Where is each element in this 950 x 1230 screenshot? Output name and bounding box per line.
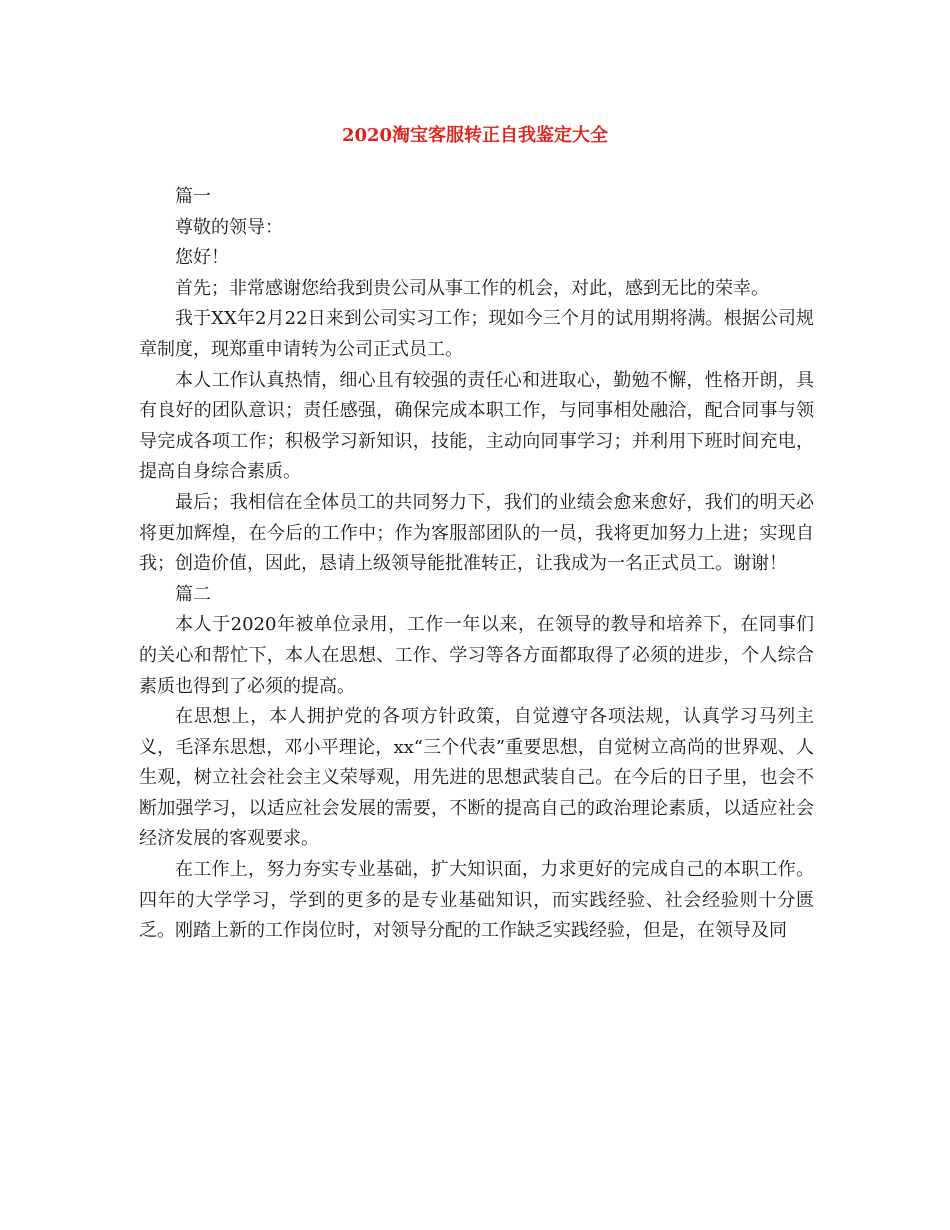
paragraph: 在工作上，努力夯实专业基础，扩大知识面，力求更好的完成自己的本职工作。四年的大学学习，学到的更多的是专业基础知识，而实践经验、社会经验则十分匮乏。刚踏上新的工作岗位时，对领导分配的工作缺乏实践经验，但是，在领导及同 — [139, 859, 814, 942]
paragraph: 最后；我相信在全体员工的共同努力下，我们的业绩会愈来愈好，我们的明天必将更加辉煌，在今后的工作中；作为客服部团队的一员，我将更加努力上进；实现自我；创造价值，因此，恳请上级领导能批准转正，让我成为一名正式员工。谢谢！ — [139, 491, 814, 575]
paragraph: 在思想上，本人拥护党的各项方针政策，自觉遵守各项法规，认真学习马列主义，毛泽东思想，邓小平理论，xx“三个代表”重要思想，自觉树立高尚的世界观、人生观，树立社会社会主义荣辱观，用先进的思想武装自己。在今后的日子里，也会不断加强学习，以适应社会发展的需要，不断的提高自己的政治理论素质，以适应社会经济发展的客观要求。 — [139, 706, 814, 850]
paragraph-salutation: 尊敬的领导： — [175, 216, 283, 238]
document-body — [139, 182, 814, 947]
paragraph: 首先；非常感谢您给我到贵公司从事工作的机会，对此，感到无比的荣幸。 — [175, 277, 769, 299]
paragraph-heading-2: 篇二 — [175, 583, 211, 605]
document-title: 2020淘宝客服转正自我鉴定大全 — [341, 125, 609, 146]
paragraph: 我于XX年2月22日来到公司实习工作；现如今三个月的试用期将满。根据公司规章制度，现郑重申请转为公司正式员工。 — [139, 308, 814, 360]
paragraph-greeting: 您好！ — [175, 247, 229, 269]
paragraph: 本人于2020年被单位录用，工作一年以来，在领导的教导和培养下，在同事们的关心和帮忙下，本人在思想、工作、学习等各方面都取得了必须的进步，个人综合素质也得到了必须的提高。 — [139, 614, 814, 697]
paragraph-heading-1: 篇一 — [175, 186, 211, 207]
paragraph: 本人工作认真热情，细心且有较强的责任心和进取心，勤勉不懈，性格开朗，具有良好的团队意识；责任感强，确保完成本职工作，与同事相处融洽，配合同事与领导完成各项工作；积极学习新知识，技能，主动向同事学习；并利用下班时间充电，提高自身综合素质。 — [139, 369, 814, 483]
